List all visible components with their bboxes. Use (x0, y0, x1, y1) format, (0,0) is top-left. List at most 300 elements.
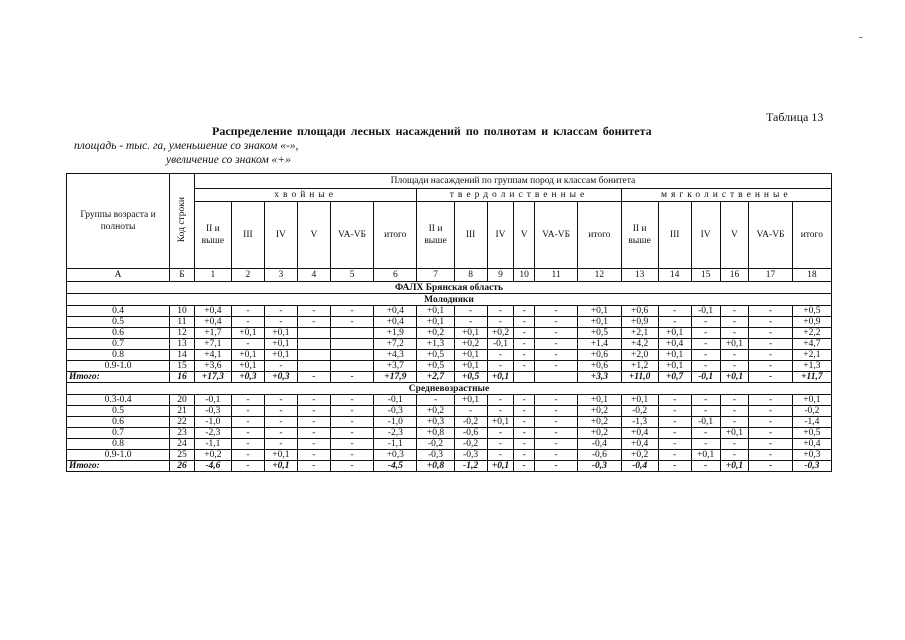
table-cell: 22 (170, 417, 195, 428)
table-cell: +0,1 (792, 395, 831, 406)
subcolumn-header: III (658, 202, 691, 269)
total-cell: - (749, 372, 792, 383)
table-cell: +0,1 (720, 339, 749, 350)
table-cell: +1,4 (578, 339, 621, 350)
table-cell: - (720, 306, 749, 317)
table-cell: - (691, 317, 720, 328)
total-label: Итого: (67, 372, 170, 383)
table-cell: - (691, 395, 720, 406)
column-index: 6 (374, 269, 417, 282)
table-cell: - (534, 406, 577, 417)
column-index: 2 (231, 269, 264, 282)
table-cell: -0,1 (487, 339, 514, 350)
table-cell: +1,3 (417, 339, 454, 350)
subcolumn-header: II и выше (194, 202, 231, 269)
table-cell: +0,1 (231, 350, 264, 361)
table-cell: - (658, 439, 691, 450)
table-cell: +0,2 (194, 450, 231, 461)
table-cell: 11 (170, 317, 195, 328)
table-cell: - (297, 395, 330, 406)
table-cell: - (264, 306, 297, 317)
table-cell: +3,6 (194, 361, 231, 372)
table-cell: - (297, 417, 330, 428)
column-index: 12 (578, 269, 621, 282)
table-row (67, 317, 832, 328)
table-cell: - (514, 361, 535, 372)
total-cell: - (330, 372, 373, 383)
table-cell: - (487, 350, 514, 361)
table-cell: - (487, 439, 514, 450)
table-cell: - (749, 406, 792, 417)
table-cell: +0,2 (454, 339, 487, 350)
table-cell: -0,1 (691, 417, 720, 428)
table-cell: - (534, 417, 577, 428)
table-cell: +0,1 (720, 428, 749, 439)
table-cell (330, 350, 373, 361)
table-cell: - (330, 406, 373, 417)
table-row (67, 406, 832, 417)
table-cell: +1,2 (621, 361, 658, 372)
table-cell: -0,3 (454, 450, 487, 461)
table-cell: - (231, 417, 264, 428)
total-cell: - (297, 372, 330, 383)
column-index: 4 (297, 269, 330, 282)
table-cell: - (534, 328, 577, 339)
table-cell: +0,1 (231, 328, 264, 339)
column-index: 9 (487, 269, 514, 282)
table-cell: - (231, 339, 264, 350)
total-cell: -4,5 (374, 461, 417, 472)
table-cell: +0,1 (578, 395, 621, 406)
table-cell: +0,1 (658, 361, 691, 372)
table-cell: 0.9-1.0 (67, 450, 170, 461)
table-cell: - (487, 428, 514, 439)
column-index: 5 (330, 269, 373, 282)
region-title: ФАЛХ Брянская область (67, 282, 832, 294)
table-cell: - (231, 306, 264, 317)
table-cell: - (330, 439, 373, 450)
table-cell: - (658, 395, 691, 406)
table-cell: 0.7 (67, 428, 170, 439)
table-cell: +2,0 (621, 350, 658, 361)
table-cell: -0,1 (374, 395, 417, 406)
column-index: 17 (749, 269, 792, 282)
table-cell: - (231, 406, 264, 417)
table-cell: +4,2 (621, 339, 658, 350)
table-cell: 0.6 (67, 328, 170, 339)
total-cell: +0,5 (454, 372, 487, 383)
table-cell: 10 (170, 306, 195, 317)
table-cell: 20 (170, 395, 195, 406)
subcolumn-header: итого (374, 202, 417, 269)
total-cell: +0,8 (417, 461, 454, 472)
table-cell: - (534, 350, 577, 361)
table-cell: - (749, 317, 792, 328)
table-cell: - (534, 439, 577, 450)
total-cell: +0,1 (487, 372, 514, 383)
table-cell: - (749, 428, 792, 439)
table-cell: - (231, 439, 264, 450)
table-cell: 0.8 (67, 439, 170, 450)
table-cell: +0,4 (792, 439, 831, 450)
table-cell: - (691, 428, 720, 439)
table-cell: -0,2 (454, 417, 487, 428)
total-cell: +2,7 (417, 372, 454, 383)
table-cell: +0,3 (792, 450, 831, 461)
table-cell: - (720, 317, 749, 328)
table-cell: +0,5 (792, 428, 831, 439)
row-code-header-text: Код строки (176, 196, 187, 243)
table-cell: - (487, 317, 514, 328)
table-cell: - (454, 306, 487, 317)
table-cell: 0.5 (67, 317, 170, 328)
total-cell: - (534, 461, 577, 472)
table-cell: +0,5 (578, 328, 621, 339)
table-cell: 14 (170, 350, 195, 361)
table-cell: +0,2 (487, 328, 514, 339)
table-cell: -0,1 (194, 395, 231, 406)
table-cell: - (691, 328, 720, 339)
table-cell: - (514, 395, 535, 406)
table-cell: - (658, 317, 691, 328)
table-cell: - (720, 439, 749, 450)
table-cell: - (514, 417, 535, 428)
column-index: 13 (621, 269, 658, 282)
subcolumn-header: II и выше (417, 202, 454, 269)
column-index: 14 (658, 269, 691, 282)
column-index: 3 (264, 269, 297, 282)
table-cell: +1,3 (792, 361, 831, 372)
table-cell: +0,1 (264, 450, 297, 461)
table-cell: +0,1 (691, 450, 720, 461)
total-cell: -0,1 (691, 372, 720, 383)
section-title: Средневозрастные (67, 383, 832, 395)
total-cell: - (691, 461, 720, 472)
subcolumn-header: VA-VБ (534, 202, 577, 269)
table-cell: - (514, 450, 535, 461)
table-cell: +0,1 (454, 395, 487, 406)
column-index: Б (170, 269, 195, 282)
table-cell: 12 (170, 328, 195, 339)
table-cell: - (330, 417, 373, 428)
table-cell: - (720, 450, 749, 461)
table-cell: +0,1 (264, 339, 297, 350)
table-cell: 23 (170, 428, 195, 439)
table-cell: +0,5 (417, 350, 454, 361)
table-cell: - (297, 406, 330, 417)
total-cell: +0,3 (231, 372, 264, 383)
table-cell: - (720, 417, 749, 428)
table-cell: - (720, 406, 749, 417)
table-cell: +0,4 (658, 339, 691, 350)
table-cell: - (264, 361, 297, 372)
subcolumn-header: III (454, 202, 487, 269)
table-cell: - (514, 317, 535, 328)
table-cell: - (454, 317, 487, 328)
table-cell (297, 361, 330, 372)
table-cell: +0,1 (417, 306, 454, 317)
table-cell: +0,1 (264, 328, 297, 339)
table-cell: -1,3 (621, 417, 658, 428)
table-cell: - (330, 450, 373, 461)
table-cell: 24 (170, 439, 195, 450)
table-cell: +0,1 (417, 317, 454, 328)
table-cell: -0,3 (374, 406, 417, 417)
table-cell: +2,1 (621, 328, 658, 339)
table-cell: +0,1 (578, 306, 621, 317)
column-index: 16 (720, 269, 749, 282)
subcolumn-header: IV (691, 202, 720, 269)
table-cell: - (720, 395, 749, 406)
table-cell: - (297, 317, 330, 328)
total-cell: -1,2 (454, 461, 487, 472)
table-cell: - (514, 439, 535, 450)
table-cell: - (330, 306, 373, 317)
table-cell: +4,3 (374, 350, 417, 361)
table-cell: 0.6 (67, 417, 170, 428)
total-cell: -4,6 (194, 461, 231, 472)
table-cell: - (514, 339, 535, 350)
table-cell: -1,4 (792, 417, 831, 428)
subcolumn-header: V (514, 202, 535, 269)
table-cell: +0,1 (231, 361, 264, 372)
table-row (67, 395, 832, 406)
table-cell: - (720, 328, 749, 339)
table-cell: -0,2 (454, 439, 487, 450)
column-index: 18 (792, 269, 831, 282)
subcolumn-header: итого (792, 202, 831, 269)
table-cell: +0,1 (454, 328, 487, 339)
table-cell: - (658, 450, 691, 461)
table-cell: -1,1 (194, 439, 231, 450)
table-cell: - (264, 406, 297, 417)
total-cell: - (514, 461, 535, 472)
column-index: 8 (454, 269, 487, 282)
column-index: 10 (514, 269, 535, 282)
table-cell: +0,4 (621, 439, 658, 450)
table-cell: - (231, 395, 264, 406)
column-index: 1 (194, 269, 231, 282)
table-cell: +0,1 (621, 395, 658, 406)
table-cell: +0,6 (621, 306, 658, 317)
table-cell (330, 339, 373, 350)
table-cell (330, 328, 373, 339)
table-cell: - (749, 350, 792, 361)
table-cell: +1,9 (374, 328, 417, 339)
total-cell: - (749, 461, 792, 472)
table-cell: +0,1 (264, 350, 297, 361)
total-row (67, 461, 832, 472)
section-title-row (67, 383, 832, 395)
total-cell: - (231, 461, 264, 472)
table-cell: -0,3 (194, 406, 231, 417)
table-cell: +0,2 (578, 417, 621, 428)
total-cell: 16 (170, 372, 195, 383)
table-cell: -0,2 (417, 439, 454, 450)
column-index: А (67, 269, 170, 282)
table-cell: +0,6 (578, 361, 621, 372)
table-cell: 0.5 (67, 406, 170, 417)
total-cell: -0,3 (578, 461, 621, 472)
table-cell: - (749, 417, 792, 428)
subcolumn-header: VA-VБ (749, 202, 792, 269)
table-cell: - (330, 428, 373, 439)
table-cell: - (487, 361, 514, 372)
table-cell: - (514, 328, 535, 339)
table-row (67, 439, 832, 450)
table-cell: - (417, 395, 454, 406)
data-table (66, 173, 832, 472)
total-cell: +11,0 (621, 372, 658, 383)
total-cell: +17,3 (194, 372, 231, 383)
table-cell: -0,1 (691, 306, 720, 317)
group-header: твердолиственные (417, 189, 621, 202)
table-cell: - (534, 395, 577, 406)
table-row (67, 428, 832, 439)
table-cell: - (264, 439, 297, 450)
total-cell: +0,1 (720, 372, 749, 383)
table-cell: - (534, 317, 577, 328)
table-cell: +0,4 (194, 317, 231, 328)
table-cell: 25 (170, 450, 195, 461)
table-cell: +0,4 (621, 428, 658, 439)
units-note-line-1: площадь - тыс. га, уменьшение со знаком «-», (74, 140, 299, 152)
table-cell: +7,2 (374, 339, 417, 350)
table-cell: -0,2 (621, 406, 658, 417)
table-cell: - (534, 306, 577, 317)
table-cell: - (264, 317, 297, 328)
total-cell: -0,4 (621, 461, 658, 472)
table-cell: - (264, 395, 297, 406)
table-cell: - (749, 306, 792, 317)
table-cell: - (658, 406, 691, 417)
page-mark: - (859, 31, 863, 43)
table-cell (297, 328, 330, 339)
table-cell: - (720, 361, 749, 372)
table-cell: +0,1 (487, 417, 514, 428)
table-cell: 15 (170, 361, 195, 372)
table-cell: - (330, 317, 373, 328)
table-cell: +0,2 (621, 450, 658, 461)
table-row (67, 450, 832, 461)
table-cell: - (691, 339, 720, 350)
table-cell: +2,2 (792, 328, 831, 339)
table-cell: - (720, 350, 749, 361)
table-cell: - (487, 450, 514, 461)
table-cell: +0,1 (578, 317, 621, 328)
table-cell: - (691, 350, 720, 361)
table-cell: -0,6 (578, 450, 621, 461)
table-cell: +0,2 (417, 328, 454, 339)
table-cell: +0,9 (792, 317, 831, 328)
table-cell: 0.4 (67, 306, 170, 317)
table-number: Таблица 13 (766, 110, 824, 124)
column-header-row-code (170, 174, 195, 269)
table-cell: - (297, 306, 330, 317)
table-cell: +0,3 (374, 450, 417, 461)
table-cell: - (749, 339, 792, 350)
table-cell: - (691, 406, 720, 417)
table-row (67, 417, 832, 428)
table-cell: - (691, 361, 720, 372)
table-cell: - (514, 306, 535, 317)
table-cell: - (514, 406, 535, 417)
subcolumn-header: IV (487, 202, 514, 269)
table-cell: +0,4 (374, 317, 417, 328)
group-header: хвойные (194, 189, 417, 202)
table-cell: - (264, 428, 297, 439)
table-cell: +0,1 (454, 350, 487, 361)
table-row (67, 306, 832, 317)
table-cell: +0,2 (578, 406, 621, 417)
table-cell: - (454, 406, 487, 417)
table-cell: 0.8 (67, 350, 170, 361)
table-cell: +0,9 (621, 317, 658, 328)
table-cell: +0,5 (792, 306, 831, 317)
subcolumn-header: V (720, 202, 749, 269)
table-cell: - (231, 428, 264, 439)
column-index: 7 (417, 269, 454, 282)
table-cell: - (749, 439, 792, 450)
table-title: Распределение площади лесных насаждений по полнотам и классам бонитета (212, 124, 652, 138)
table-cell: - (658, 428, 691, 439)
table-cell: +3,7 (374, 361, 417, 372)
table-cell: +0,3 (417, 417, 454, 428)
total-cell: 26 (170, 461, 195, 472)
table-cell: - (749, 450, 792, 461)
table-cell: - (231, 450, 264, 461)
table-cell: - (534, 361, 577, 372)
table-cell: -0,3 (417, 450, 454, 461)
table-cell: +0,2 (417, 406, 454, 417)
table-cell: - (487, 395, 514, 406)
table-cell: +7,1 (194, 339, 231, 350)
table-cell: +0,5 (417, 361, 454, 372)
section-title: Молодняки (67, 294, 832, 306)
table-cell: 0.9-1.0 (67, 361, 170, 372)
table-cell: - (297, 450, 330, 461)
table-cell: - (749, 395, 792, 406)
table-cell: - (297, 439, 330, 450)
table-cell: - (514, 350, 535, 361)
total-row (67, 372, 832, 383)
total-cell: +11,7 (792, 372, 831, 383)
table-row (67, 350, 832, 361)
subcolumn-header: III (231, 202, 264, 269)
total-cell (514, 372, 535, 383)
table-cell: - (514, 428, 535, 439)
table-cell: - (749, 328, 792, 339)
section-title-row (67, 294, 832, 306)
total-cell: +0,1 (487, 461, 514, 472)
subcolumn-header: V (297, 202, 330, 269)
table-cell: - (534, 428, 577, 439)
total-cell: +0,7 (658, 372, 691, 383)
total-cell: +17,9 (374, 372, 417, 383)
table-cell: +2,1 (792, 350, 831, 361)
total-cell: - (658, 461, 691, 472)
total-cell: - (297, 461, 330, 472)
total-cell: - (330, 461, 373, 472)
table-cell: -2,3 (194, 428, 231, 439)
table-cell: 0.3-0.4 (67, 395, 170, 406)
table-cell: +0,1 (454, 361, 487, 372)
area-header: Площади насаждений по группам пород и классам бонитета (194, 174, 831, 189)
table-cell: - (658, 417, 691, 428)
table-row (67, 328, 832, 339)
table-cell: -1,0 (374, 417, 417, 428)
table-cell: +1,7 (194, 328, 231, 339)
